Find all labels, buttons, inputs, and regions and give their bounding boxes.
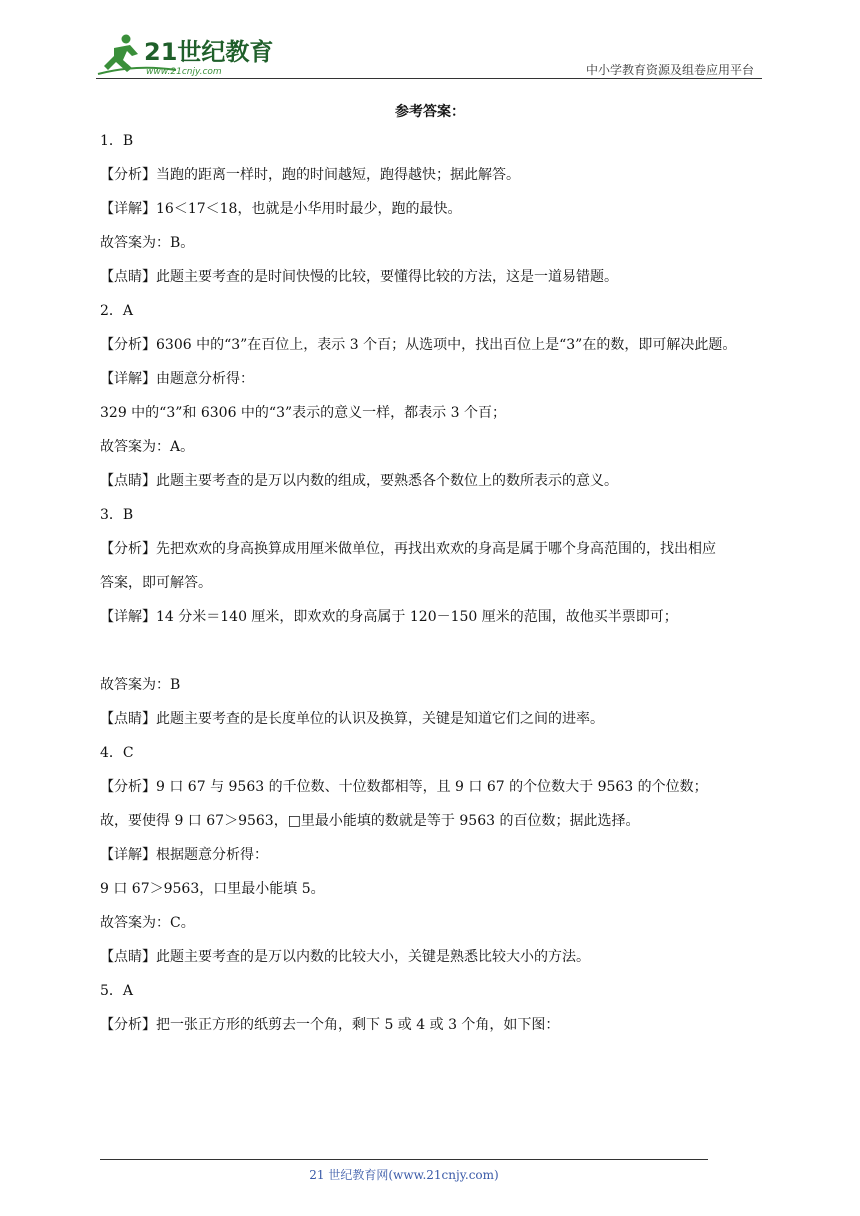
logo-text: 21世纪教育: [144, 38, 274, 66]
answer-line: 3．B: [100, 507, 134, 523]
answer-line: 【分析】当跑的距离一样时，跑的时间越短，跑得越快；据此解答。: [100, 167, 520, 183]
answer-line: 329 中的“3”和 6306 中的“3”表示的意义一样，都表示 3 个百；: [100, 405, 506, 421]
answer-content: [100, 124, 770, 1042]
answer-line: 【详解】由题意分析得：: [100, 371, 254, 387]
answer-line: 【详解】16＜17＜18，也就是小华用时最少，跑的最快。: [100, 201, 462, 217]
answer-line: 9 口 67＞9563，口里最小能填 5。: [100, 881, 325, 897]
platform-name: 中小学教育资源及组卷应用平台: [585, 63, 754, 77]
answer-line: 【分析】6306 中的“3”在百位上，表示 3 个百；从选项中，找出百位上是“3”在的数，即可解决此题。: [100, 337, 737, 353]
logo-url: www.21cnjy.com: [146, 67, 222, 77]
answer-line: 【点睛】此题主要考查的是时间快慢的比较，要懂得比较的方法，这是一道易错题。: [100, 269, 618, 285]
page-title: 参考答案：: [395, 104, 465, 120]
answer-line: 5．A: [100, 983, 134, 999]
logo: [96, 28, 276, 80]
answer-line: 故答案为：A。: [100, 439, 195, 455]
answer-line: 1．B: [100, 133, 134, 149]
answer-line: 故答案为：C。: [100, 915, 195, 931]
answer-line: 【详解】14 分米＝140 厘米，即欢欢的身高属于 120－150 厘米的范围，故他买半票即可；: [100, 609, 678, 625]
answer-line: 4．C: [100, 745, 134, 761]
answer-line: 故答案为：B: [100, 677, 181, 693]
answer-line: 2．A: [100, 303, 134, 319]
answer-line: 【分析】先把欢欢的身高换算成用厘米做单位，再找出欢欢的身高是属于哪个身高范围的，找出相应: [100, 541, 716, 557]
page-footer: 21 世纪教育网(www.21cnjy.com): [309, 1168, 499, 1182]
answer-line: 【详解】根据题意分析得：: [100, 847, 268, 863]
page-header: [96, 28, 762, 80]
answer-line: 【点睛】此题主要考查的是长度单位的认识及换算，关键是知道它们之间的进率。: [100, 711, 604, 727]
header-divider: [96, 78, 762, 79]
answer-line: 【分析】把一张正方形的纸剪去一个角，剩下 5 或 4 或 3 个角，如下图：: [100, 1017, 560, 1033]
footer-divider: [100, 1159, 708, 1160]
answer-line: 【点睛】此题主要考查的是万以内数的比较大小，关键是熟悉比较大小的方法。: [100, 949, 590, 965]
answer-line: 【点睛】此题主要考查的是万以内数的组成，要熟悉各个数位上的数所表示的意义。: [100, 473, 618, 489]
answer-line: 答案，即可解答。: [100, 575, 212, 591]
answer-line: 【分析】9 口 67 与 9563 的千位数、十位数都相等，且 9 口 67 的个位数大于 9563 的个位数；: [100, 779, 708, 795]
answer-line: 故，要使得 9 口 67＞9563，□里最小能填的数就是等于 9563 的百位数；据此选择。: [100, 813, 640, 829]
answer-line: 故答案为：B。: [100, 235, 195, 251]
